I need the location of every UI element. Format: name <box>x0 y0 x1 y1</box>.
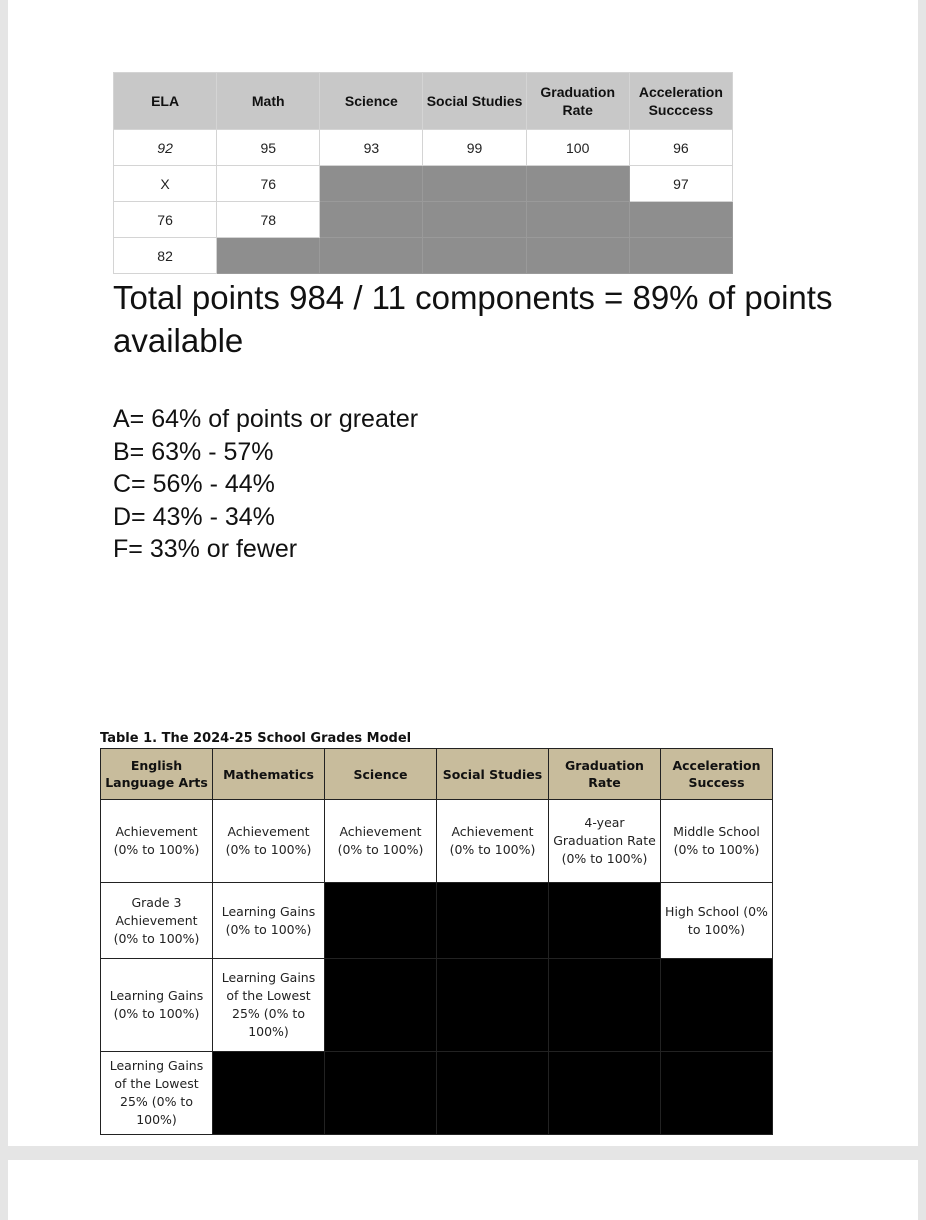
score-row <box>114 166 733 202</box>
grade-scale-line: A= 64% of points or greater <box>113 405 419 433</box>
score-header-row <box>114 73 733 130</box>
model-cell-empty <box>437 959 549 1052</box>
score-header-science: Science <box>320 73 423 130</box>
model-header-science: Science <box>325 749 437 800</box>
score-cell-empty <box>320 166 423 202</box>
model-cell-empty <box>437 883 549 959</box>
score-row <box>114 130 733 166</box>
score-cell: 97 <box>629 166 732 202</box>
model-cell-empty <box>661 1052 773 1135</box>
model-cell: Achievement (0% to 100%) <box>437 800 549 883</box>
score-cell: 76 <box>114 202 217 238</box>
grade-scale-line: C= 56% - 44% <box>113 470 275 498</box>
grade-scale-line: B= 63% - 57% <box>113 437 274 466</box>
model-cell: Grade 3 Achievement (0% to 100%) <box>101 883 213 959</box>
score-cell-empty <box>217 238 320 274</box>
score-cell: 82 <box>114 238 217 274</box>
model-cell: Learning Gains of the Lowest 25% (0% to 100%) <box>101 1052 213 1135</box>
total-points-text: Total points 984 / 11 components = 89% of points available <box>113 279 833 359</box>
grade-scale-line: F= 33% or fewer <box>113 535 298 563</box>
score-header-ela: ELA <box>114 73 217 130</box>
grade-scale-line: D= 43% - 34% <box>113 502 275 531</box>
score-header-graduation-rate: Graduation Rate <box>526 73 629 130</box>
grade-scale <box>113 403 418 566</box>
model-cell: High School (0% to 100%) <box>661 883 773 959</box>
model-cell-empty <box>325 959 437 1052</box>
model-table-caption: Table 1. The 2024-25 School Grades Model <box>100 731 412 746</box>
score-cell: 92 <box>114 130 217 166</box>
score-cell-empty <box>320 238 423 274</box>
score-row <box>114 238 733 274</box>
model-row <box>101 1052 773 1135</box>
model-header-graduation-rate: Graduation Rate <box>549 749 661 800</box>
model-header-math: Mathematics <box>213 749 325 800</box>
model-header-row <box>101 749 773 800</box>
score-cell-empty <box>526 238 629 274</box>
score-header-math: Math <box>217 73 320 130</box>
model-header-ela: English Language Arts <box>101 749 213 800</box>
model-cell-empty <box>661 959 773 1052</box>
model-cell-empty <box>325 883 437 959</box>
score-cell-empty <box>629 238 732 274</box>
model-header-social-studies: Social Studies <box>437 749 549 800</box>
score-cell-empty <box>629 202 732 238</box>
model-cell-empty <box>437 1052 549 1135</box>
score-cell: 93 <box>320 130 423 166</box>
score-row <box>114 202 733 238</box>
model-cell: Achievement (0% to 100%) <box>101 800 213 883</box>
model-cell: Learning Gains (0% to 100%) <box>101 959 213 1052</box>
model-cell-empty <box>549 959 661 1052</box>
model-row <box>101 800 773 883</box>
model-header-acceleration: Acceleration Success <box>661 749 773 800</box>
document-page <box>8 0 918 1146</box>
score-cell-empty <box>423 202 526 238</box>
model-cell-empty <box>213 1052 325 1135</box>
model-cell: Middle School (0% to 100%) <box>661 800 773 883</box>
score-header-social-studies: Social Studies <box>423 73 526 130</box>
score-header-acceleration: Acceleration Succcess <box>629 73 732 130</box>
score-cell-empty <box>526 202 629 238</box>
score-cell: X <box>114 166 217 202</box>
score-cell-empty <box>423 166 526 202</box>
model-cell-empty <box>549 1052 661 1135</box>
score-cell: 96 <box>629 130 732 166</box>
score-cell: 78 <box>217 202 320 238</box>
model-row <box>101 959 773 1052</box>
school-grades-model-table <box>100 748 773 1135</box>
score-cell: 100 <box>526 130 629 166</box>
model-cell: Learning Gains of the Lowest 25% (0% to 100%) <box>213 959 325 1052</box>
model-cell: 4-year Graduation Rate (0% to 100%) <box>549 800 661 883</box>
score-cell: 99 <box>423 130 526 166</box>
score-table <box>113 72 733 274</box>
model-cell-empty <box>325 1052 437 1135</box>
model-row <box>101 883 773 959</box>
model-cell-empty <box>549 883 661 959</box>
model-cell: Learning Gains (0% to 100%) <box>213 883 325 959</box>
next-page <box>8 1160 918 1220</box>
score-cell-empty <box>526 166 629 202</box>
score-cell-empty <box>423 238 526 274</box>
score-cell: 95 <box>217 130 320 166</box>
model-cell: Achievement (0% to 100%) <box>325 800 437 883</box>
score-cell: 76 <box>217 166 320 202</box>
model-cell: Achievement (0% to 100%) <box>213 800 325 883</box>
score-cell-empty <box>320 202 423 238</box>
